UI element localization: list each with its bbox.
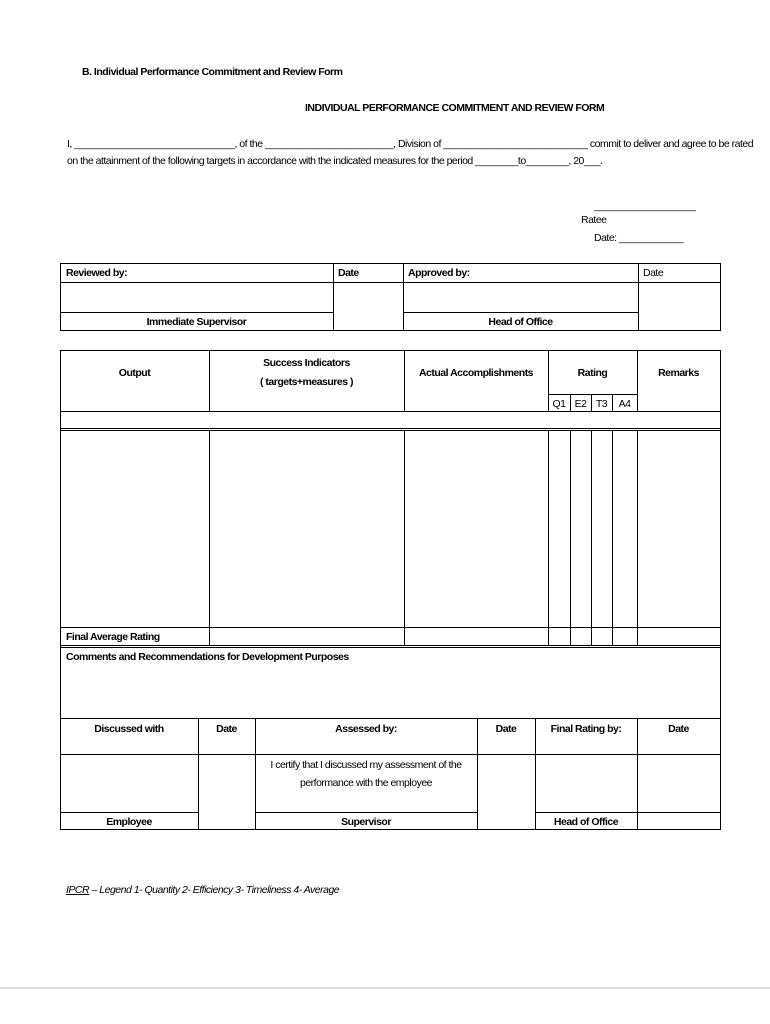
rating-col-t3: T3 (595, 398, 608, 410)
legend-text: – Legend 1- Quantity 2- Efficiency 3- Timeliness 4- Average (89, 884, 340, 896)
final-rating-by-header: Final Rating by: (550, 723, 622, 735)
reviewed-by-label: Reviewed by: (66, 267, 128, 279)
certify-line-1: I certify that I discussed my assessment of the (270, 759, 462, 771)
final-rating-date-header: Date (668, 723, 689, 735)
form-title: INDIVIDUAL PERFORMANCE COMMITMENT AND REVIEW FORM (305, 102, 605, 114)
assessed-by-header: Assessed by: (335, 723, 397, 735)
head-of-office-label: Head of Office (488, 316, 553, 328)
immediate-supervisor-label: Immediate Supervisor (146, 316, 247, 328)
commitment-line-2: on the attainment of the following targets in accordance with the indicated measures for the period ________to________, 20___. (67, 155, 603, 167)
reviewed-date-label: Date (338, 267, 359, 279)
success-indicators-subheader: ( targets+measures ) (259, 376, 353, 388)
section-heading: B. Individual Performance Commitment and Review Form (82, 66, 343, 78)
discussed-date-header: Date (216, 723, 237, 735)
page-bottom-divider (0, 987, 770, 989)
ratee-label: Ratee (581, 214, 607, 226)
assessed-date-header: Date (495, 723, 517, 735)
employee-label: Employee (106, 816, 152, 828)
remarks-header: Remarks (658, 367, 699, 379)
rating-header: Rating (577, 367, 608, 379)
approved-by-label: Approved by: (408, 267, 470, 279)
discussed-with-header: Discussed with (94, 723, 164, 735)
rating-col-e2: E2 (574, 398, 587, 410)
supervisor-label: Supervisor (341, 816, 391, 828)
approved-date-label: Date (643, 267, 664, 279)
head-of-office-signature-label: Head of Office (553, 816, 619, 828)
rating-col-a4: A4 (618, 398, 631, 410)
final-average-rating-label: Final Average Rating (66, 631, 160, 643)
output-header: Output (118, 367, 151, 379)
commitment-line-1: I, ______________________________, of the ________________________, Division of ___________________________ commit to deliver and agree to be rated (67, 138, 754, 150)
actual-accomplishments-header: Actual Accomplishments (418, 367, 534, 379)
ratee-date: Date: ____________ (594, 232, 684, 244)
certify-line-2: performance with the employee (300, 777, 432, 789)
legend (66, 884, 339, 896)
ratee-signature-line: ___________________ (594, 200, 696, 212)
comments-label: Comments and Recommendations for Development Purposes (66, 651, 349, 663)
success-indicators-header: Success Indicators (263, 357, 350, 369)
legend-prefix: IPCR (66, 884, 90, 896)
rating-col-q1: Q1 (552, 398, 566, 410)
